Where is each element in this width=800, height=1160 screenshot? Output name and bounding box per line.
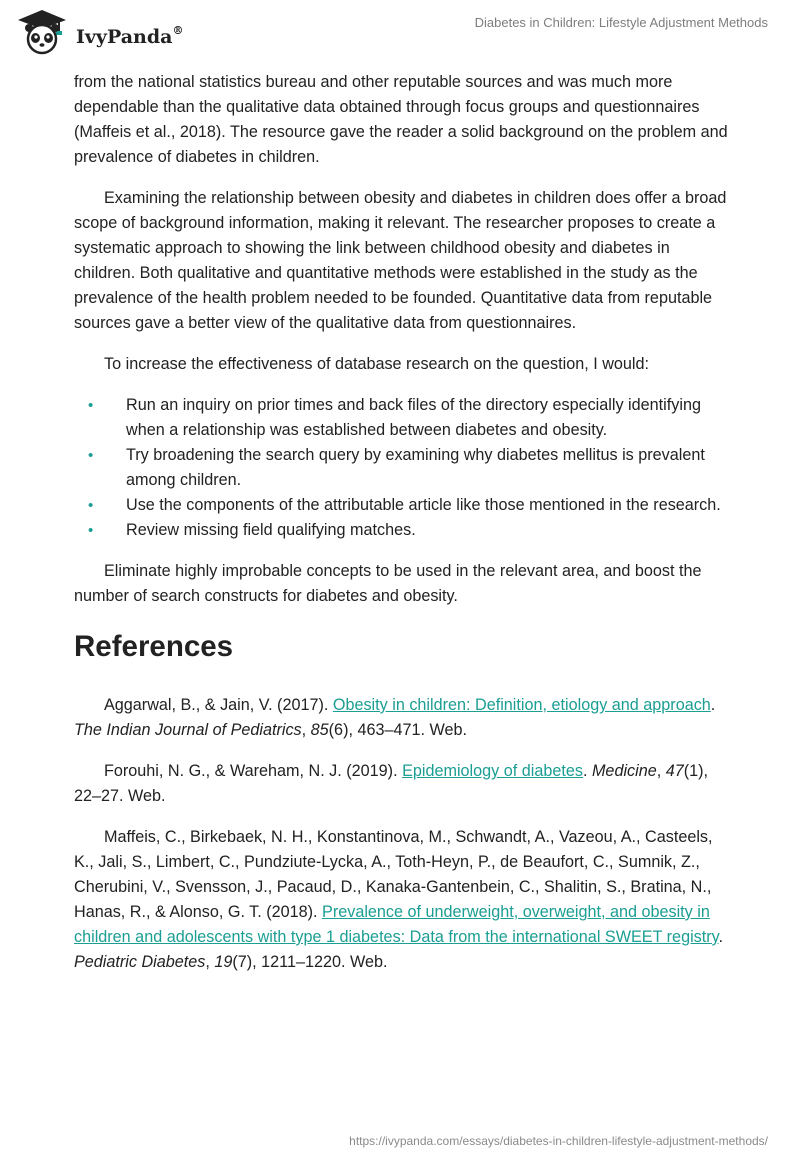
essay-content [74, 70, 734, 991]
list-item: • Review missing field qualifying matches. [74, 518, 734, 543]
reference-link[interactable]: Epidemiology of diabetes [402, 762, 583, 780]
running-title: Diabetes in Children: Lifestyle Adjustment Methods [474, 15, 768, 30]
reference-item: Maffeis, C., Birkebaek, N. H., Konstantinova, M., Schwandt, A., Vazeou, A., Casteels, K., Jali, S., Limbert, C., Pundziute-Lycka, A., Toth-Heyn, P., de Beaufort, C., Sumnik, Z., Cherubini, V., Svensson, J., Pacaud, D., Kanaka-Gantenbein, C., Shalitin, S., Bratina, N., Hanas, R., & Alonso, G. T. (2018). Prevalence of underweight, overweight, and obesity in children and adolescents with type 1 diabetes: Data from the international SWEET registry. Pediatric Diabetes, 19(7), 1211–1220. Web. [74, 828, 724, 971]
footer-url[interactable]: https://ivypanda.com/essays/diabetes-in-children-lifestyle-adjustment-methods/ [349, 1134, 768, 1148]
reference-link[interactable]: Obesity in children: Definition, etiology and approach [332, 696, 711, 714]
reference-item: Forouhi, N. G., & Wareham, N. J. (2019). Epidemiology of diabetes. Medicine, 47(1), 22–27. Web. [74, 762, 709, 805]
page-header [0, 0, 800, 60]
paragraph-2: Examining the relationship between obesity and diabetes in children does offer a broad scope of background information, making it relevant. The researcher proposes to create a systematic approach to showing the link between childhood obesity and diabetes in children. Both qualitative and quantitative methods were established in the study as the prevalence of the health problem needed to be founded. Quantitative data from reputable sources gave a better view of the qualitative data from questionnaires. [74, 189, 727, 332]
logo-wordmark: IvyPanda® [76, 24, 184, 48]
list-item: • Try broadening the search query by examining why diabetes mellitus is prevalent among children. [74, 443, 734, 493]
bullet-icon: • [88, 397, 94, 414]
list-item: • Use the components of the attributable article like those mentioned in the research. [74, 493, 734, 518]
reference-link[interactable]: Prevalence of underweight, overweight, and obesity in children and adolescents with type 1 diabetes: Data from the international SWEET registry [74, 903, 719, 946]
paragraph-1: from the national statistics bureau and other reputable sources and was much more dependable than the qualitative data obtained through focus groups and questionnaires (Maffeis et al., 2018). The resource gave the reader a solid background on the problem and prevalence of diabetes in children. [74, 73, 728, 166]
references-heading: References [74, 630, 234, 663]
paragraph-3: To increase the effectiveness of database research on the question, I would: [104, 355, 650, 373]
panda-graduate-icon [14, 8, 70, 56]
bullet-icon: • [88, 447, 94, 464]
reference-item: Aggarwal, B., & Jain, V. (2017). Obesity in children: Definition, etiology and approach. The Indian Journal of Pediatrics, 85(6), 463–471. Web. [74, 696, 716, 739]
bullet-icon: • [88, 497, 94, 514]
ivypanda-logo[interactable] [14, 8, 204, 56]
list-item: • Run an inquiry on prior times and back files of the directory especially identifying when a relationship was established between diabetes and obesity. [74, 393, 734, 443]
bullet-icon: • [88, 522, 94, 539]
recommendation-list [74, 393, 734, 543]
paragraph-4: Eliminate highly improbable concepts to be used in the relevant area, and boost the number of search constructs for diabetes and obesity. [74, 562, 702, 605]
